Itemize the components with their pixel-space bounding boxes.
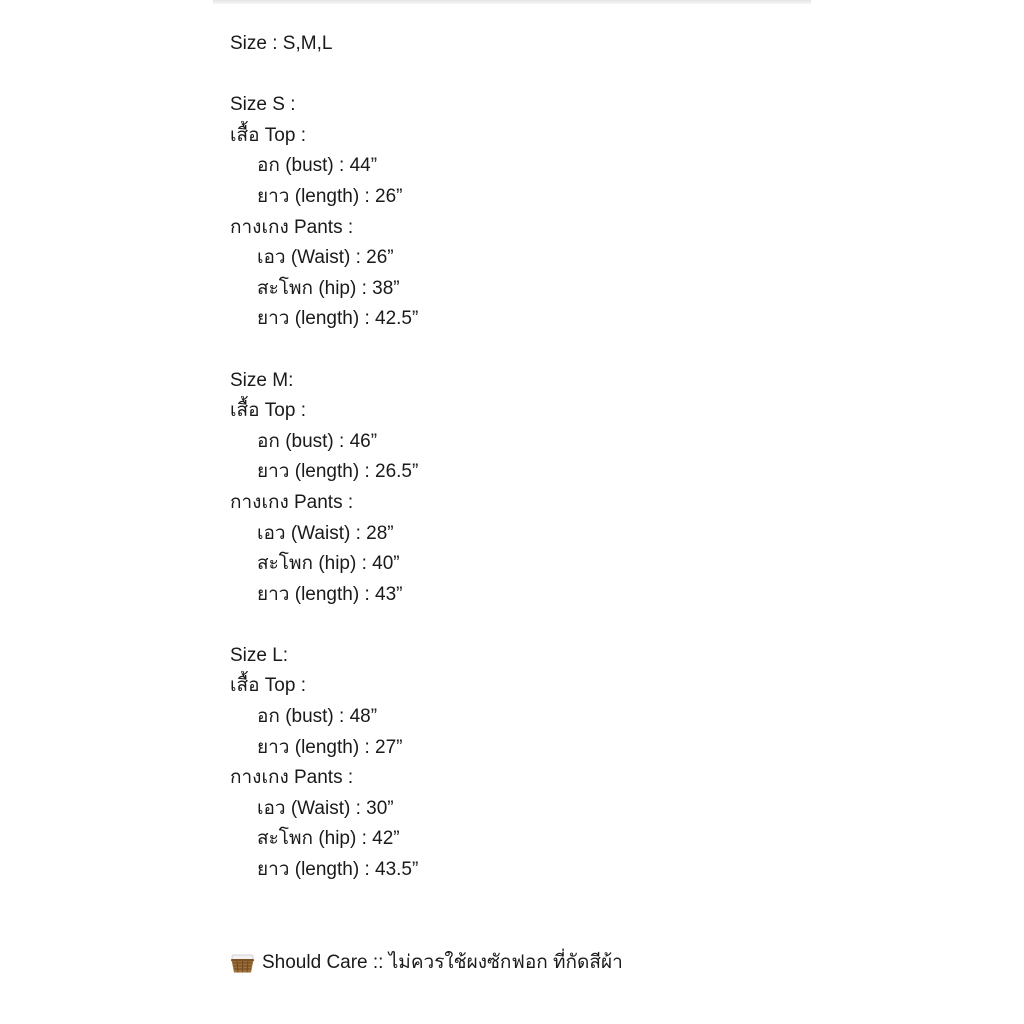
size-heading: Size M: [230, 369, 294, 391]
measurement: สะโพก (hip) : 42” [257, 828, 400, 850]
measurement: ยาว (length) : 26” [257, 185, 403, 207]
measurement: เอว (Waist) : 26” [257, 247, 394, 269]
measurement: เอว (Waist) : 28” [257, 522, 394, 544]
pants-label: กางเกง Pants : [230, 491, 354, 513]
pants-label: กางเกง Pants : [230, 216, 354, 238]
care-text: Should Care :: ไม่ควรใช้ผงซักฟอก ที่กัดสีผ้า [262, 952, 623, 973]
size-range: Size : S,M,L [230, 33, 333, 54]
measurement: ยาว (length) : 42.5” [257, 308, 419, 330]
measurement: อก (bust) : 44” [257, 155, 378, 177]
top-label: เสื้อ Top : [230, 675, 306, 697]
measurement: สะโพก (hip) : 38” [257, 277, 400, 299]
size-chart [230, 29, 810, 886]
care-note [230, 947, 623, 979]
laundry-basket-icon [230, 952, 255, 974]
measurement: ยาว (length) : 43” [257, 583, 403, 605]
measurement: อก (bust) : 48” [257, 706, 378, 728]
size-heading: Size L: [230, 644, 289, 666]
top-label: เสื้อ Top : [230, 124, 306, 146]
size-heading: Size S : [230, 94, 296, 116]
measurement: สะโพก (hip) : 40” [257, 553, 400, 575]
pants-label: กางเกง Pants : [230, 767, 354, 789]
measurement: ยาว (length) : 27” [257, 736, 403, 758]
top-divider [213, 0, 811, 4]
measurement: ยาว (length) : 26.5” [257, 461, 419, 483]
measurement: ยาว (length) : 43.5” [257, 859, 419, 881]
measurement: เอว (Waist) : 30” [257, 797, 394, 819]
measurement: อก (bust) : 46” [257, 430, 378, 452]
top-label: เสื้อ Top : [230, 400, 306, 422]
